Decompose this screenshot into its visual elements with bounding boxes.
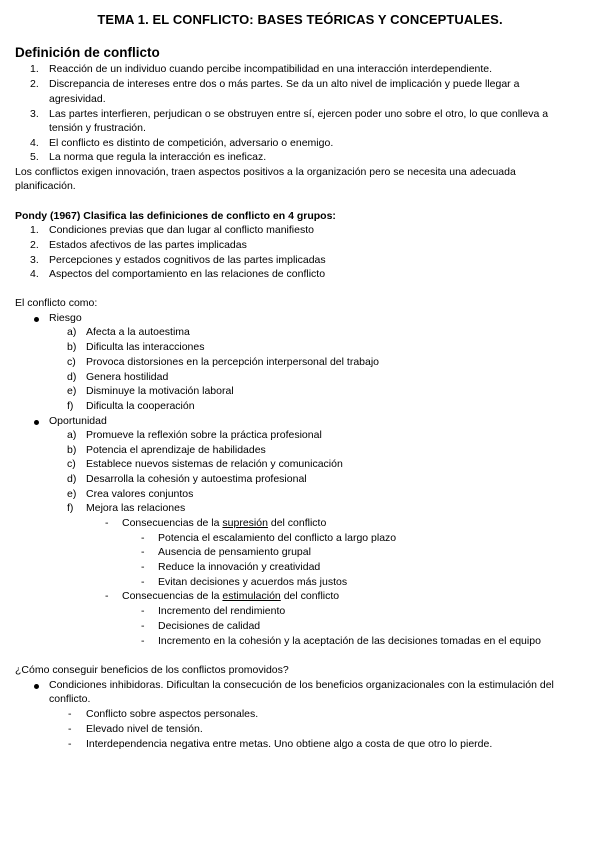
subheading-suffix: del conflicto <box>267 517 327 529</box>
dash-marker: - <box>68 738 72 750</box>
list-letter: d) <box>67 473 77 485</box>
section-heading-pondy: Pondy (1967) Clasifica las definiciones de conflicto en 4 grupos: <box>15 210 336 222</box>
list-item: Ausencia de pensamiento grupal <box>158 546 311 558</box>
list-item: Dificulta las interacciones <box>86 341 205 353</box>
list-item: Provoca distorsiones en la percepción interpersonal del trabajo <box>86 356 380 368</box>
list-item: Reacción de un individuo cuando percibe incompatibilidad en una interacción interdependiente. <box>49 63 493 75</box>
list-item: Afecta a la autoestima <box>86 326 190 338</box>
page-title: TEMA 1. EL CONFLICTO: BASES TEÓRICAS Y CONCEPTUALES. <box>97 12 503 27</box>
list-item-oportunidad: Oportunidad <box>49 415 107 427</box>
list-item: Condiciones previas que dan lugar al conflicto manifiesto <box>49 224 314 236</box>
subheading-estimulacion <box>122 590 339 603</box>
list-letter: e) <box>67 385 77 397</box>
dash-marker: - <box>141 576 145 588</box>
dash-marker: - <box>68 723 72 735</box>
list-item: Discrepancia de intereses entre dos o más partes. Se da un alto nivel de implicación y puede llegar a <box>49 78 520 90</box>
list-letter: f) <box>67 502 74 514</box>
list-item: Elevado nivel de tensión. <box>86 723 203 735</box>
list-number: 4. <box>30 137 39 149</box>
list-item: Estados afectivos de las partes implicadas <box>49 239 247 251</box>
list-item: La norma que regula la interacción es ineficaz. <box>49 151 267 163</box>
bullet-icon <box>34 420 39 425</box>
dash-marker: - <box>141 635 145 647</box>
list-item: Las partes interfieren, perjudican o se obstruyen entre sí, ejercen poder uno sobre el otro, lo que conlleva a <box>49 108 549 120</box>
bullet-icon <box>34 684 39 689</box>
list-item: Decisiones de calidad <box>158 620 261 632</box>
list-item: Aspectos del comportamiento en las relaciones de conflicto <box>49 268 326 280</box>
list-number: 1. <box>30 63 39 75</box>
list-item: Percepciones y estados cognitivos de las partes implicadas <box>49 254 326 266</box>
list-letter: d) <box>67 371 77 383</box>
list-item: Evitan decisiones y acuerdos más justos <box>158 576 348 588</box>
list-item-continuation: agresividad. <box>49 93 106 105</box>
bullet-icon <box>34 317 39 322</box>
list-number: 2. <box>30 239 39 251</box>
list-item: Potencia el aprendizaje de habilidades <box>86 444 266 456</box>
list-letter: c) <box>67 458 76 470</box>
list-letter: f) <box>67 400 74 412</box>
list-item: Desarrolla la cohesión y autoestima profesional <box>86 473 307 485</box>
subheading-prefix: Consecuencias de la <box>122 590 223 602</box>
paragraph: Los conflictos exigen innovación, traen aspectos positivos a la organización pero se necesita una adecuada <box>15 166 516 178</box>
dash-marker: - <box>141 532 145 544</box>
paragraph: El conflicto como: <box>15 297 98 309</box>
list-letter: a) <box>67 326 77 338</box>
underlined-term: supresión <box>222 517 268 529</box>
dash-marker: - <box>68 708 72 720</box>
list-item-continuation: conflicto. <box>49 693 91 705</box>
list-item: Conflicto sobre aspectos personales. <box>86 708 259 720</box>
list-number: 4. <box>30 268 39 280</box>
subheading-prefix: Consecuencias de la <box>122 517 223 529</box>
list-item: Potencia el escalamiento del conflicto a largo plazo <box>158 532 397 544</box>
list-item: Establece nuevos sistemas de relación y comunicación <box>86 458 343 470</box>
list-item: Dificulta la cooperación <box>86 400 195 412</box>
list-item-riesgo: Riesgo <box>49 312 82 324</box>
dash-marker: - <box>141 605 145 617</box>
list-item: Condiciones inhibidoras. Dificultan la consecución de los beneficios organizacionales con la estimulación del <box>49 679 554 691</box>
list-number: 3. <box>30 108 39 120</box>
dash-marker: - <box>105 590 109 602</box>
list-item: Promueve la reflexión sobre la práctica profesional <box>86 429 322 441</box>
list-item: Genera hostilidad <box>86 371 169 383</box>
list-letter: a) <box>67 429 77 441</box>
dash-marker: - <box>141 620 145 632</box>
list-number: 1. <box>30 224 39 236</box>
list-number: 3. <box>30 254 39 266</box>
section-heading-definicion: Definición de conflicto <box>15 45 160 60</box>
list-item: Crea valores conjuntos <box>86 488 194 500</box>
list-letter: c) <box>67 356 76 368</box>
list-item: Incremento en la cohesión y la aceptación de las decisiones tomadas en el equipo <box>158 635 541 647</box>
paragraph-continuation: planificación. <box>15 180 76 192</box>
dash-marker: - <box>141 546 145 558</box>
list-item: Reduce la innovación y creatividad <box>158 561 321 573</box>
list-item: El conflicto es distinto de competición, adversario o enemigo. <box>49 137 334 149</box>
subheading-suffix: del conflicto <box>280 590 340 602</box>
list-item: Incremento del rendimiento <box>158 605 286 617</box>
list-item: Mejora las relaciones <box>86 502 186 514</box>
list-letter: b) <box>67 444 77 456</box>
list-letter: b) <box>67 341 77 353</box>
dash-marker: - <box>105 517 109 529</box>
list-item: Interdependencia negativa entre metas. Uno obtiene algo a costa de que otro lo pierde. <box>86 738 493 750</box>
subheading-supresion <box>122 517 326 530</box>
underlined-term: estimulación <box>222 590 281 602</box>
list-letter: e) <box>67 488 77 500</box>
list-item-continuation: tensión y frustración. <box>49 122 146 134</box>
list-number: 5. <box>30 151 39 163</box>
dash-marker: - <box>141 561 145 573</box>
list-number: 2. <box>30 78 39 90</box>
list-item: Disminuye la motivación laboral <box>86 385 234 397</box>
question-heading: ¿Cómo conseguir beneficios de los conflictos promovidos? <box>15 664 289 676</box>
